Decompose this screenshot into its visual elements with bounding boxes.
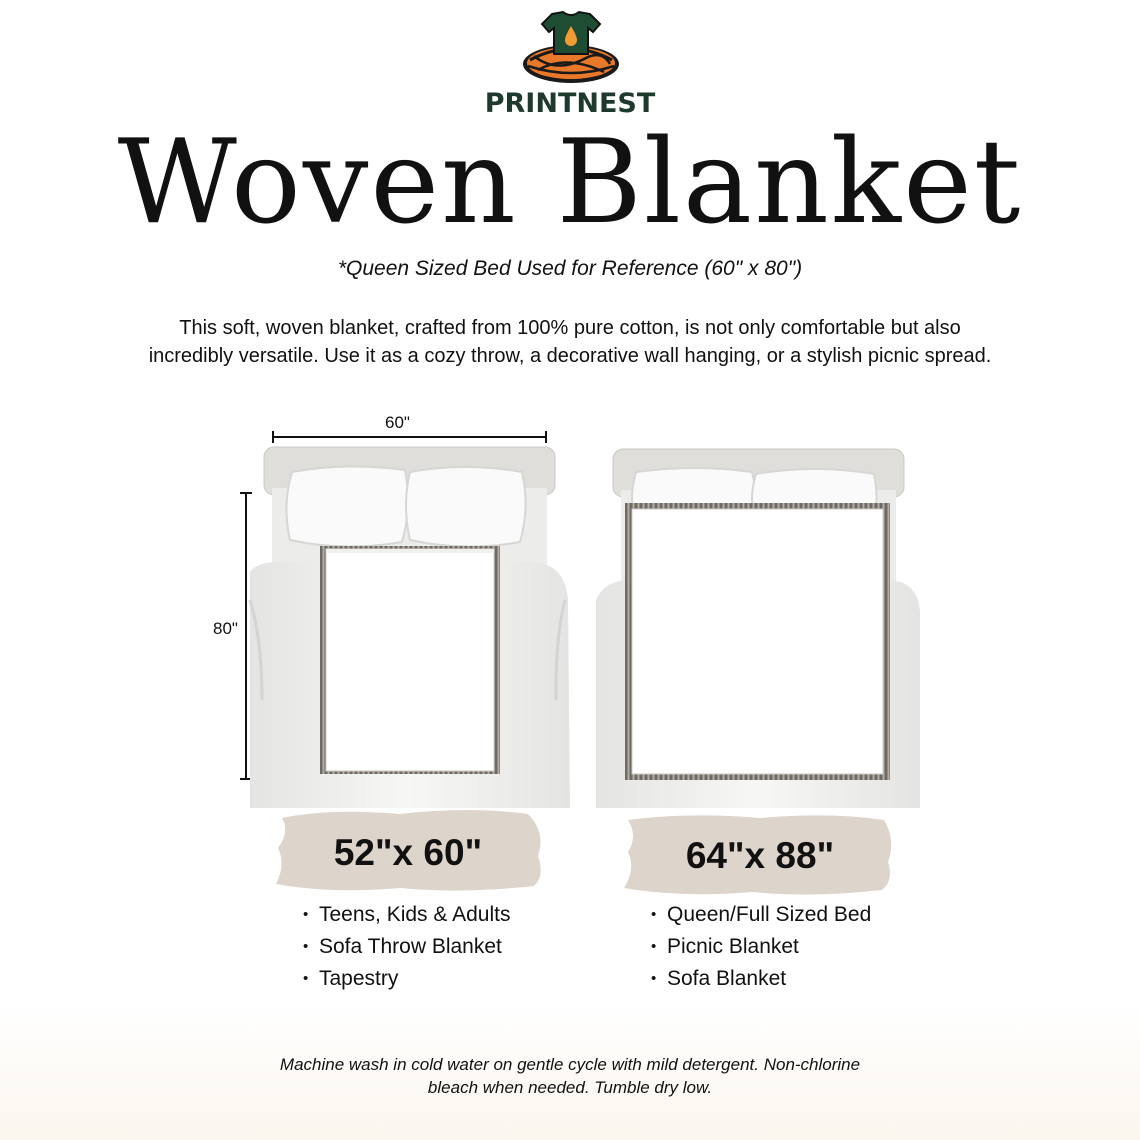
height-dimension-label: 80" <box>213 619 238 638</box>
width-dimension-label: 60" <box>385 413 410 432</box>
list-item: • Tapestry <box>303 963 510 995</box>
printnest-logo <box>516 8 626 88</box>
description-line-2: incredibly versatile. Use it as a cozy throw, a decorative wall hanging, or a stylish picnic spread. <box>148 345 992 367</box>
size-label-large: 64"x 88" <box>685 835 835 876</box>
page-subtitle: *Queen Sized Bed Used for Reference (60" x 80") <box>337 257 803 280</box>
size-label-backgrounds <box>0 800 1140 900</box>
care-line-2: bleach when needed. Tumble dry low. <box>427 1078 713 1097</box>
care-line-1: Machine wash in cold water on gentle cycle with mild detergent. Non-chlorine <box>279 1055 861 1074</box>
blanket-small <box>320 546 500 774</box>
bed-left <box>250 447 570 808</box>
bed-right <box>596 449 920 808</box>
bed-illustration <box>0 400 1140 810</box>
list-item: • Sofa Throw Blanket <box>303 931 510 963</box>
description-line-1: This soft, woven blanket, crafted from 100% pure cotton, is not only comfortable but also <box>179 317 961 339</box>
care-instructions <box>0 1053 1140 1099</box>
page-title: Woven Blanket <box>117 115 1023 250</box>
uses-list-large <box>651 899 871 995</box>
product-description <box>0 314 1140 370</box>
brand-name: PRINTNEST <box>484 88 656 119</box>
list-item: • Teens, Kids & Adults <box>303 899 510 931</box>
list-item: • Picnic Blanket <box>651 931 871 963</box>
size-label-small: 52"x 60" <box>333 832 483 873</box>
list-item: • Sofa Blanket <box>651 963 871 995</box>
uses-list-small <box>303 899 510 995</box>
blanket-large <box>625 503 890 780</box>
list-item: • Queen/Full Sized Bed <box>651 899 871 931</box>
